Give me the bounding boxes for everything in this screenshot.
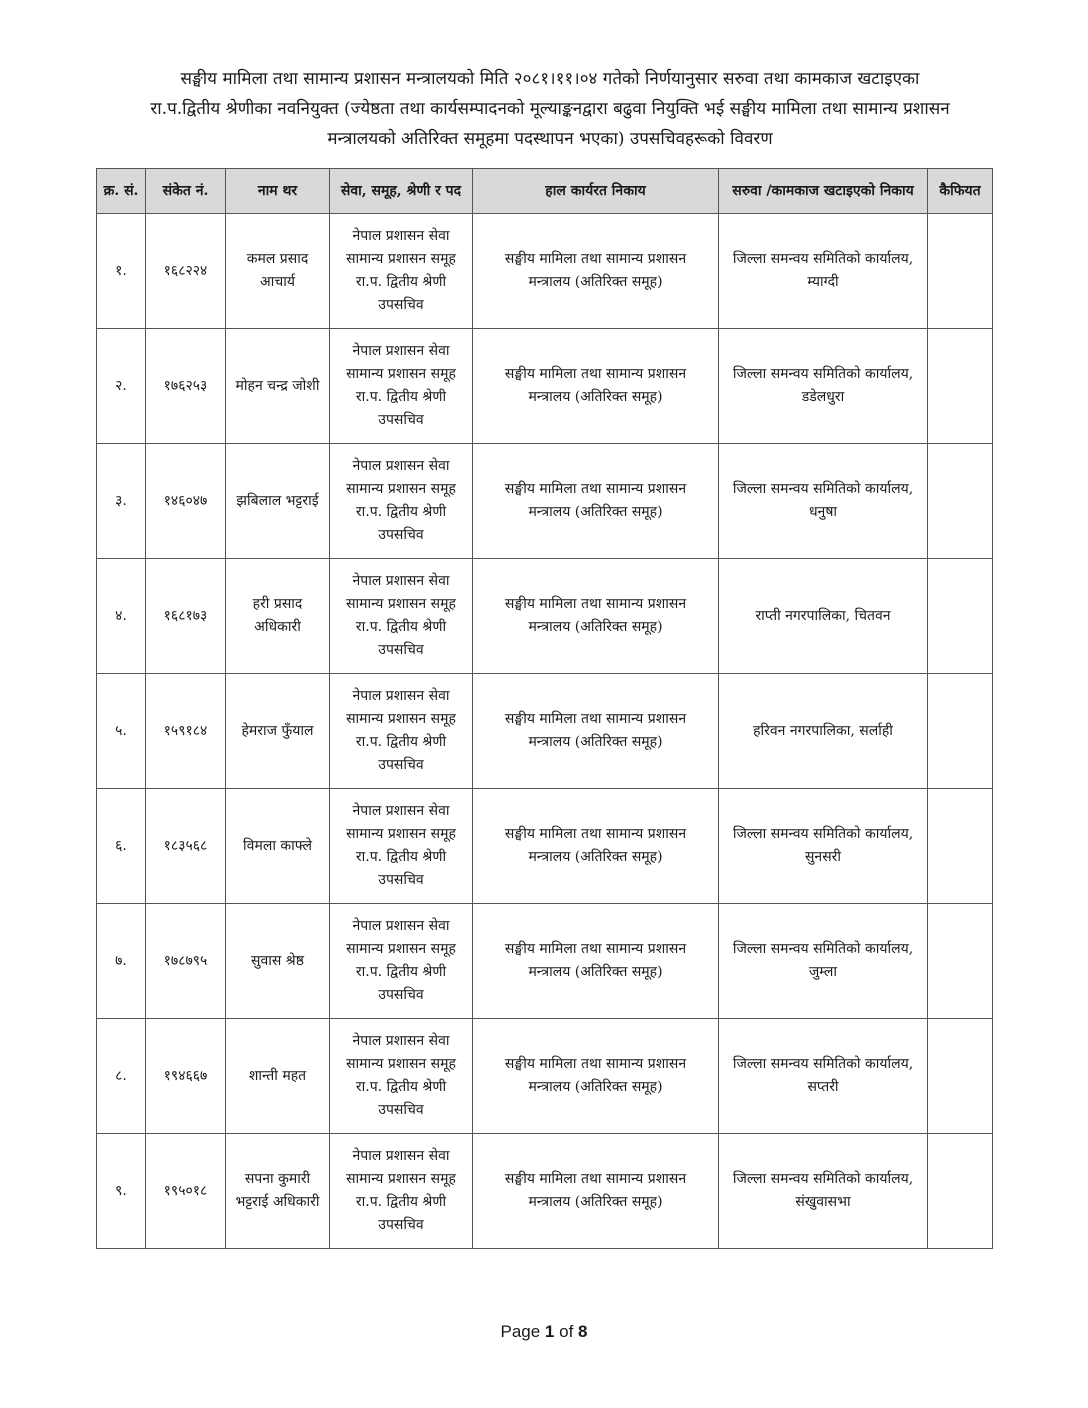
new-office-cell: जिल्ला समन्वय समितिको कार्यालय, सुनसरी <box>719 789 928 904</box>
service-line: सामान्य प्रशासन समूह <box>346 1171 456 1187</box>
service-line: सामान्य प्रशासन समूह <box>346 826 456 842</box>
service-cell <box>330 329 473 444</box>
service-line: रा.प. द्वितीय श्रेणी <box>355 964 447 980</box>
current-office-line: मन्त्रालय (अतिरिक्त समूह) <box>528 389 663 405</box>
name-cell: हेमराज फुँयाल <box>226 674 330 789</box>
current-office-line: मन्त्रालय (अतिरिक्त समूह) <box>528 849 663 865</box>
service-cell <box>330 904 473 1019</box>
heading-line-3: मन्त्रालयको अतिरिक्त समूहमा पदस्थापन भएका) उपसचिवहरूको विवरण <box>327 129 773 149</box>
serial-number-cell: ६. <box>97 789 146 904</box>
current-office-line: मन्त्रालय (अतिरिक्त समूह) <box>528 1079 663 1095</box>
service-line: नेपाल प्रशासन सेवा <box>352 458 450 474</box>
current-office-cell <box>473 329 719 444</box>
serial-number-cell: ३. <box>97 444 146 559</box>
new-office-cell: जिल्ला समन्वय समितिको कार्यालय, डडेलधुरा <box>719 329 928 444</box>
service-line: नेपाल प्रशासन सेवा <box>352 1148 450 1164</box>
service-line: उपसचिव <box>378 1217 424 1233</box>
serial-number-cell: २. <box>97 329 146 444</box>
current-office-line: सङ्घीय मामिला तथा सामान्य प्रशासन <box>504 481 687 497</box>
current-office-line: मन्त्रालय (अतिरिक्त समूह) <box>528 964 663 980</box>
current-office-cell <box>473 559 719 674</box>
name-cell: हरी प्रसाद अधिकारी <box>226 559 330 674</box>
service-line: उपसचिव <box>378 527 424 543</box>
header-remarks: कैफियत <box>928 169 993 214</box>
current-office-cell <box>473 1019 719 1134</box>
service-line: उपसचिव <box>378 297 424 313</box>
remarks-cell <box>928 1019 993 1134</box>
service-line: उपसचिव <box>378 757 424 773</box>
new-office-cell: जिल्ला समन्वय समितिको कार्यालय, धनुषा <box>719 444 928 559</box>
service-line: सामान्य प्रशासन समूह <box>346 596 456 612</box>
remarks-cell <box>928 329 993 444</box>
current-office-cell <box>473 674 719 789</box>
service-cell <box>330 1134 473 1249</box>
service-line: नेपाल प्रशासन सेवा <box>352 688 450 704</box>
code-number-cell: १८३५६८ <box>146 789 226 904</box>
name-cell: कमल प्रसाद आचार्य <box>226 214 330 329</box>
code-number-cell: १९४६६७ <box>146 1019 226 1134</box>
remarks-cell <box>928 214 993 329</box>
heading-line-2: रा.प.द्वितीय श्रेणीका नवनियुक्त (ज्येष्ठता तथा कार्यसम्पादनको मूल्याङ्कनद्वारा बढुवा नियुक्ति भई सङ्घीय मामिला तथा सामान्य प्रशासन <box>150 99 950 119</box>
header-current-office: हाल कार्यरत निकाय <box>473 169 719 214</box>
serial-number-cell: ४. <box>97 559 146 674</box>
current-office-line: सङ्घीय मामिला तथा सामान्य प्रशासन <box>504 366 687 382</box>
code-number-cell: १६८१७३ <box>146 559 226 674</box>
remarks-cell <box>928 444 993 559</box>
table-row <box>97 904 993 1019</box>
page-word: Page <box>500 1322 541 1341</box>
header-code: संकेत नं. <box>146 169 226 214</box>
service-line: उपसचिव <box>378 1102 424 1118</box>
service-cell <box>330 1019 473 1134</box>
service-line: रा.प. द्वितीय श्रेणी <box>355 504 447 520</box>
code-number-cell: १७८७९५ <box>146 904 226 1019</box>
code-number-cell: १९५०१८ <box>146 1134 226 1249</box>
service-line: नेपाल प्रशासन सेवा <box>352 228 450 244</box>
table-row <box>97 329 993 444</box>
name-cell: झबिलाल भट्टराई <box>226 444 330 559</box>
header-service: सेवा, समूह, श्रेणी र पद <box>330 169 473 214</box>
service-cell <box>330 214 473 329</box>
table-row <box>97 674 993 789</box>
service-line: नेपाल प्रशासन सेवा <box>352 573 450 589</box>
current-office-line: मन्त्रालय (अतिरिक्त समूह) <box>528 274 663 290</box>
header-name: नाम थर <box>226 169 330 214</box>
current-office-line: मन्त्रालय (अतिरिक्त समूह) <box>528 1194 663 1210</box>
service-line: उपसचिव <box>378 642 424 658</box>
service-line: सामान्य प्रशासन समूह <box>346 1056 456 1072</box>
header-serial: क्र. सं. <box>97 169 146 214</box>
serial-number-cell: ५. <box>97 674 146 789</box>
serial-number-cell: ९. <box>97 1134 146 1249</box>
service-line: नेपाल प्रशासन सेवा <box>352 343 450 359</box>
service-line: उपसचिव <box>378 872 424 888</box>
name-cell: मोहन चन्द्र जोशी <box>226 329 330 444</box>
service-line: रा.प. द्वितीय श्रेणी <box>355 734 447 750</box>
name-cell: सपना कुमारी भट्टराई अधिकारी <box>226 1134 330 1249</box>
serial-number-cell: १. <box>97 214 146 329</box>
new-office-cell: जिल्ला समन्वय समितिको कार्यालय, म्याग्दी <box>719 214 928 329</box>
page-total: 8 <box>578 1322 588 1341</box>
code-number-cell: १७६२५३ <box>146 329 226 444</box>
service-cell <box>330 674 473 789</box>
transfer-table <box>96 168 993 1249</box>
header-new-office: सरुवा /कामकाज खटाइएको निकाय <box>719 169 928 214</box>
service-line: रा.प. द्वितीय श्रेणी <box>355 1079 447 1095</box>
service-cell <box>330 789 473 904</box>
table-row <box>97 559 993 674</box>
service-line: उपसचिव <box>378 412 424 428</box>
service-line: नेपाल प्रशासन सेवा <box>352 803 450 819</box>
service-line: सामान्य प्रशासन समूह <box>346 941 456 957</box>
remarks-cell <box>928 1134 993 1249</box>
code-number-cell: १४६०४७ <box>146 444 226 559</box>
service-line: रा.प. द्वितीय श्रेणी <box>355 619 447 635</box>
new-office-cell: जिल्ला समन्वय समितिको कार्यालय, संखुवासभा <box>719 1134 928 1249</box>
current-office-line: सङ्घीय मामिला तथा सामान्य प्रशासन <box>504 826 687 842</box>
new-office-cell: जिल्ला समन्वय समितिको कार्यालय, सप्तरी <box>719 1019 928 1134</box>
service-line: नेपाल प्रशासन सेवा <box>352 918 450 934</box>
current-office-cell <box>473 444 719 559</box>
service-line: सामान्य प्रशासन समूह <box>346 711 456 727</box>
current-office-cell <box>473 904 719 1019</box>
service-line: नेपाल प्रशासन सेवा <box>352 1033 450 1049</box>
current-office-line: मन्त्रालय (अतिरिक्त समूह) <box>528 504 663 520</box>
service-line: सामान्य प्रशासन समूह <box>346 481 456 497</box>
service-line: रा.प. द्वितीय श्रेणी <box>355 274 447 290</box>
service-line: रा.प. द्वितीय श्रेणी <box>355 849 447 865</box>
service-cell <box>330 444 473 559</box>
current-office-cell <box>473 789 719 904</box>
current-office-line: सङ्घीय मामिला तथा सामान्य प्रशासन <box>504 251 687 267</box>
current-office-line: सङ्घीय मामिला तथा सामान्य प्रशासन <box>504 596 687 612</box>
table-row <box>97 1019 993 1134</box>
table-header-row <box>97 169 993 214</box>
heading-line-1: सङ्घीय मामिला तथा सामान्य प्रशासन मन्त्रालयको मिति २०८१।११।०४ गतेको निर्णयानुसार सरुवा तथा कामकाज खटाइएका <box>180 69 920 89</box>
service-cell <box>330 559 473 674</box>
page-current: 1 <box>544 1322 555 1341</box>
document-heading <box>80 64 1020 154</box>
table-row <box>97 789 993 904</box>
new-office-cell: हरिवन नगरपालिका, सर्लाही <box>719 674 928 789</box>
service-line: रा.प. द्वितीय श्रेणी <box>355 1194 447 1210</box>
name-cell: सुवास श्रेष्ठ <box>226 904 330 1019</box>
table-row <box>97 444 993 559</box>
current-office-line: सङ्घीय मामिला तथा सामान्य प्रशासन <box>504 941 687 957</box>
current-office-line: मन्त्रालय (अतिरिक्त समूह) <box>528 619 663 635</box>
current-office-line: मन्त्रालय (अतिरिक्त समूह) <box>528 734 663 750</box>
remarks-cell <box>928 904 993 1019</box>
new-office-cell: राप्ती नगरपालिका, चितवन <box>719 559 928 674</box>
current-office-cell <box>473 1134 719 1249</box>
table-row <box>97 214 993 329</box>
remarks-cell <box>928 789 993 904</box>
serial-number-cell: ७. <box>97 904 146 1019</box>
page-of-word: of <box>559 1322 574 1341</box>
table-row <box>97 1134 993 1249</box>
service-line: सामान्य प्रशासन समूह <box>346 366 456 382</box>
remarks-cell <box>928 559 993 674</box>
code-number-cell: १५९१८४ <box>146 674 226 789</box>
serial-number-cell: ८. <box>97 1019 146 1134</box>
current-office-line: सङ्घीय मामिला तथा सामान्य प्रशासन <box>504 1171 687 1187</box>
current-office-cell <box>473 214 719 329</box>
service-line: रा.प. द्वितीय श्रेणी <box>355 389 447 405</box>
current-office-line: सङ्घीय मामिला तथा सामान्य प्रशासन <box>504 711 687 727</box>
code-number-cell: १६८२२४ <box>146 214 226 329</box>
name-cell: शान्ती महत <box>226 1019 330 1134</box>
current-office-line: सङ्घीय मामिला तथा सामान्य प्रशासन <box>504 1056 687 1072</box>
remarks-cell <box>928 674 993 789</box>
service-line: सामान्य प्रशासन समूह <box>346 251 456 267</box>
page-footer <box>0 1322 1088 1342</box>
name-cell: विमला काफ्ले <box>226 789 330 904</box>
service-line: उपसचिव <box>378 987 424 1003</box>
new-office-cell: जिल्ला समन्वय समितिको कार्यालय, जुम्ला <box>719 904 928 1019</box>
